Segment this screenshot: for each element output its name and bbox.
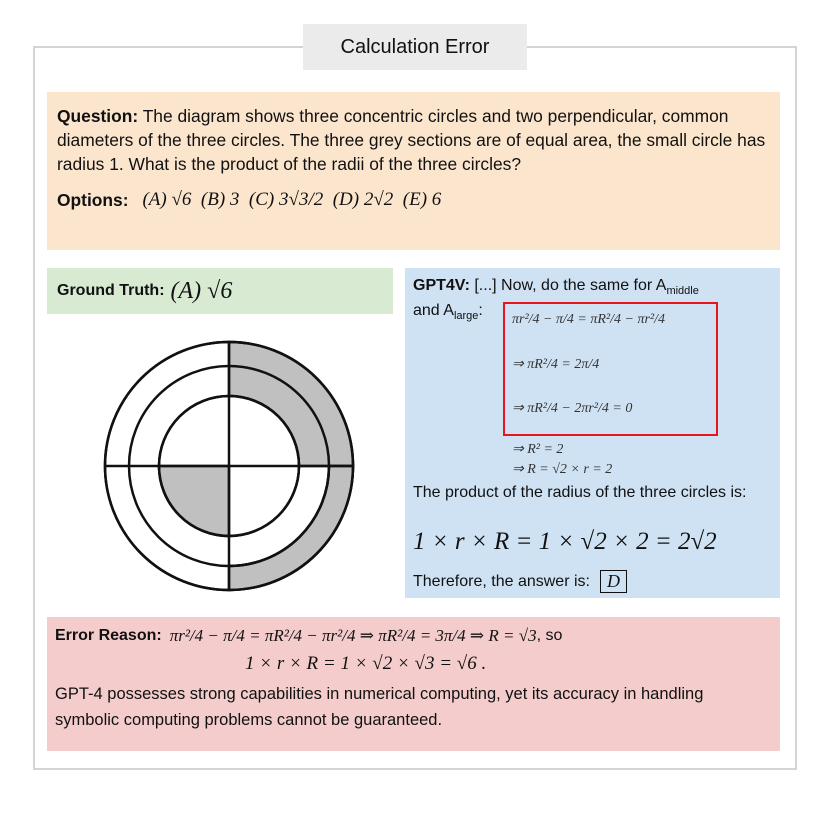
gpt4v-intro-text-2: and A (413, 302, 454, 320)
gpt4v-answer-box: D (600, 570, 627, 593)
error-reason-text: GPT-4 possesses strong capabilities in numerical computing, yet its accuracy in handling symbolic computing problems cannot be guaranteed. (55, 685, 704, 729)
ground-truth-answer: (A) √6 (170, 277, 233, 304)
options-label: Options: (57, 190, 129, 210)
gpt4v-sub-large: large (453, 310, 479, 323)
gpt4v-intro (413, 276, 772, 301)
error-reason-eq1: πr²/4 − π/4 = πR²/4 − πr²/4 ⇒ πR²/4 = 3π/4 ⇒ R = √3 (169, 626, 537, 645)
gpt4v-answer-row (413, 570, 627, 593)
diagram-shapes (105, 342, 353, 590)
options-list: (A) √6 (B) 3 (C) 3√3/2 (D) 2√2 (E) 6 (142, 189, 442, 210)
error-reason-label: Error Reason: (55, 627, 162, 644)
question-paragraph (57, 104, 770, 176)
error-reason-box (47, 617, 780, 751)
gpt4v-eq2: ⇒ πR²/4 = 2π/4 (512, 357, 600, 372)
error-reason-so: , so (536, 627, 563, 644)
ground-truth-box (47, 268, 393, 314)
gpt4v-eq5: ⇒ R = √2 × r = 2 (512, 462, 613, 477)
gpt4v-intro-colon: : (478, 302, 483, 320)
gpt4v-intro-text-1: [...] Now, do the same for A (474, 277, 667, 294)
question-label: Question: (57, 106, 139, 126)
gpt4v-product-text: The product of the radius of the three circles is: (413, 484, 747, 501)
gpt4v-eq1: πr²/4 − π/4 = πR²/4 − πr²/4 (512, 312, 665, 327)
gpt4v-label: GPT4V: (413, 277, 470, 294)
gpt4v-sub-middle: middle (666, 285, 699, 298)
gpt4v-eq3: ⇒ πR²/4 − 2πr²/4 = 0 (512, 401, 633, 416)
gpt4v-answer-text: Therefore, the answer is: (413, 572, 590, 590)
error-reason-eq2: 1 × r × R = 1 × √2 × √3 = √6 . (245, 653, 487, 674)
figure-title: Calculation Error (303, 24, 527, 70)
error-reason-line1 (55, 625, 772, 647)
gpt4v-eq4: ⇒ R² = 2 (512, 442, 564, 457)
ground-truth-label: Ground Truth: (57, 282, 165, 299)
question-box (47, 92, 780, 250)
question-text: The diagram shows three concentric circles and two perpendicular, common diameters of the three circles. The three grey sections are of equal area, the small circle has radius 1. What is the product of the radii of the three circles? (57, 106, 766, 174)
gpt4v-product-eq: 1 × r × R = 1 × √2 × 2 = 2√2 (413, 528, 717, 555)
concentric-circles-diagram (98, 332, 360, 594)
options-row (57, 188, 770, 212)
